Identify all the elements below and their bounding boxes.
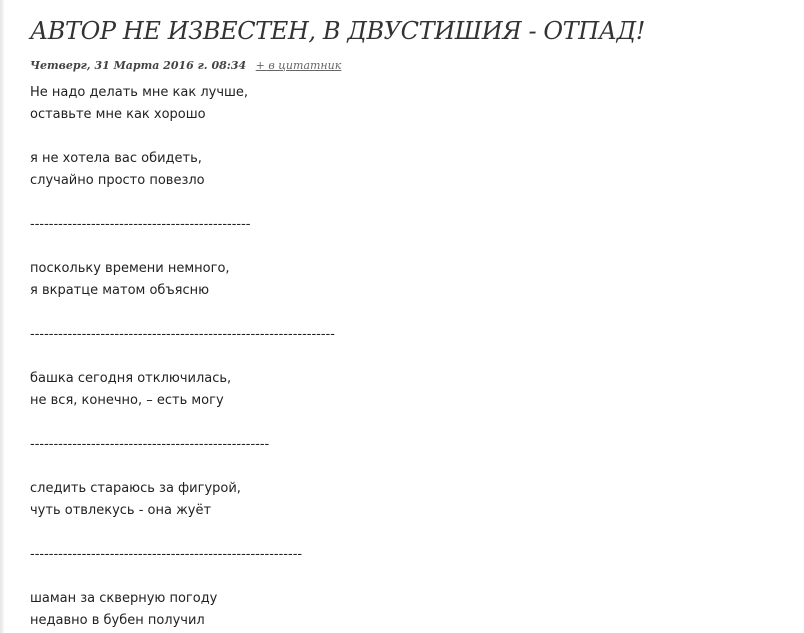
blank-line: [30, 412, 790, 434]
poem-line: шаман за скверную погоду: [30, 591, 218, 606]
separator-line: -----------------------------------------------------------------: [30, 327, 335, 342]
post-date: Четверг, 31 Марта 2016 г. 08:34: [30, 59, 247, 72]
separator-line: -----------------------------------------------: [30, 217, 251, 232]
post: [30, 10, 790, 632]
separator-line: ----------------------------------------------------------: [30, 547, 303, 562]
poem-line: случайно просто повезло: [30, 173, 205, 188]
poem-line: поскольку времени немного,: [30, 261, 230, 276]
poem-line: недавно в бубен получил: [30, 613, 205, 628]
separator-line: ---------------------------------------------------: [30, 437, 270, 452]
poem-line: я вкратце матом объясню: [30, 283, 210, 298]
blank-line: [30, 126, 790, 148]
blank-line: [30, 192, 790, 214]
page-edge: [0, 0, 4, 633]
poem-line: не вся, конечно, – есть могу: [30, 393, 224, 408]
post-content: [30, 82, 790, 632]
post-title: АВТОР НЕ ИЗВЕСТЕН, В ДВУСТИШИЯ - ОТПАД!: [30, 17, 645, 45]
poem-line: чуть отвлекусь - она жуёт: [30, 503, 212, 518]
blank-line: [30, 522, 790, 544]
poem-line: башка сегодня отключилась,: [30, 371, 232, 386]
blank-line: [30, 302, 790, 324]
blank-line: [30, 346, 790, 368]
blank-line: [30, 236, 790, 258]
add-to-quotes-link[interactable]: + в цитатник: [255, 59, 342, 72]
poem-line: оставьте мне как хорошо: [30, 107, 206, 122]
post-meta: [30, 58, 790, 74]
poem-line: следить стараюсь за фигурой,: [30, 481, 241, 496]
blank-line: [30, 456, 790, 478]
blank-line: [30, 566, 790, 588]
poem-line: Не надо делать мне как лучше,: [30, 85, 249, 100]
poem-line: я не хотела вас обидеть,: [30, 151, 202, 166]
